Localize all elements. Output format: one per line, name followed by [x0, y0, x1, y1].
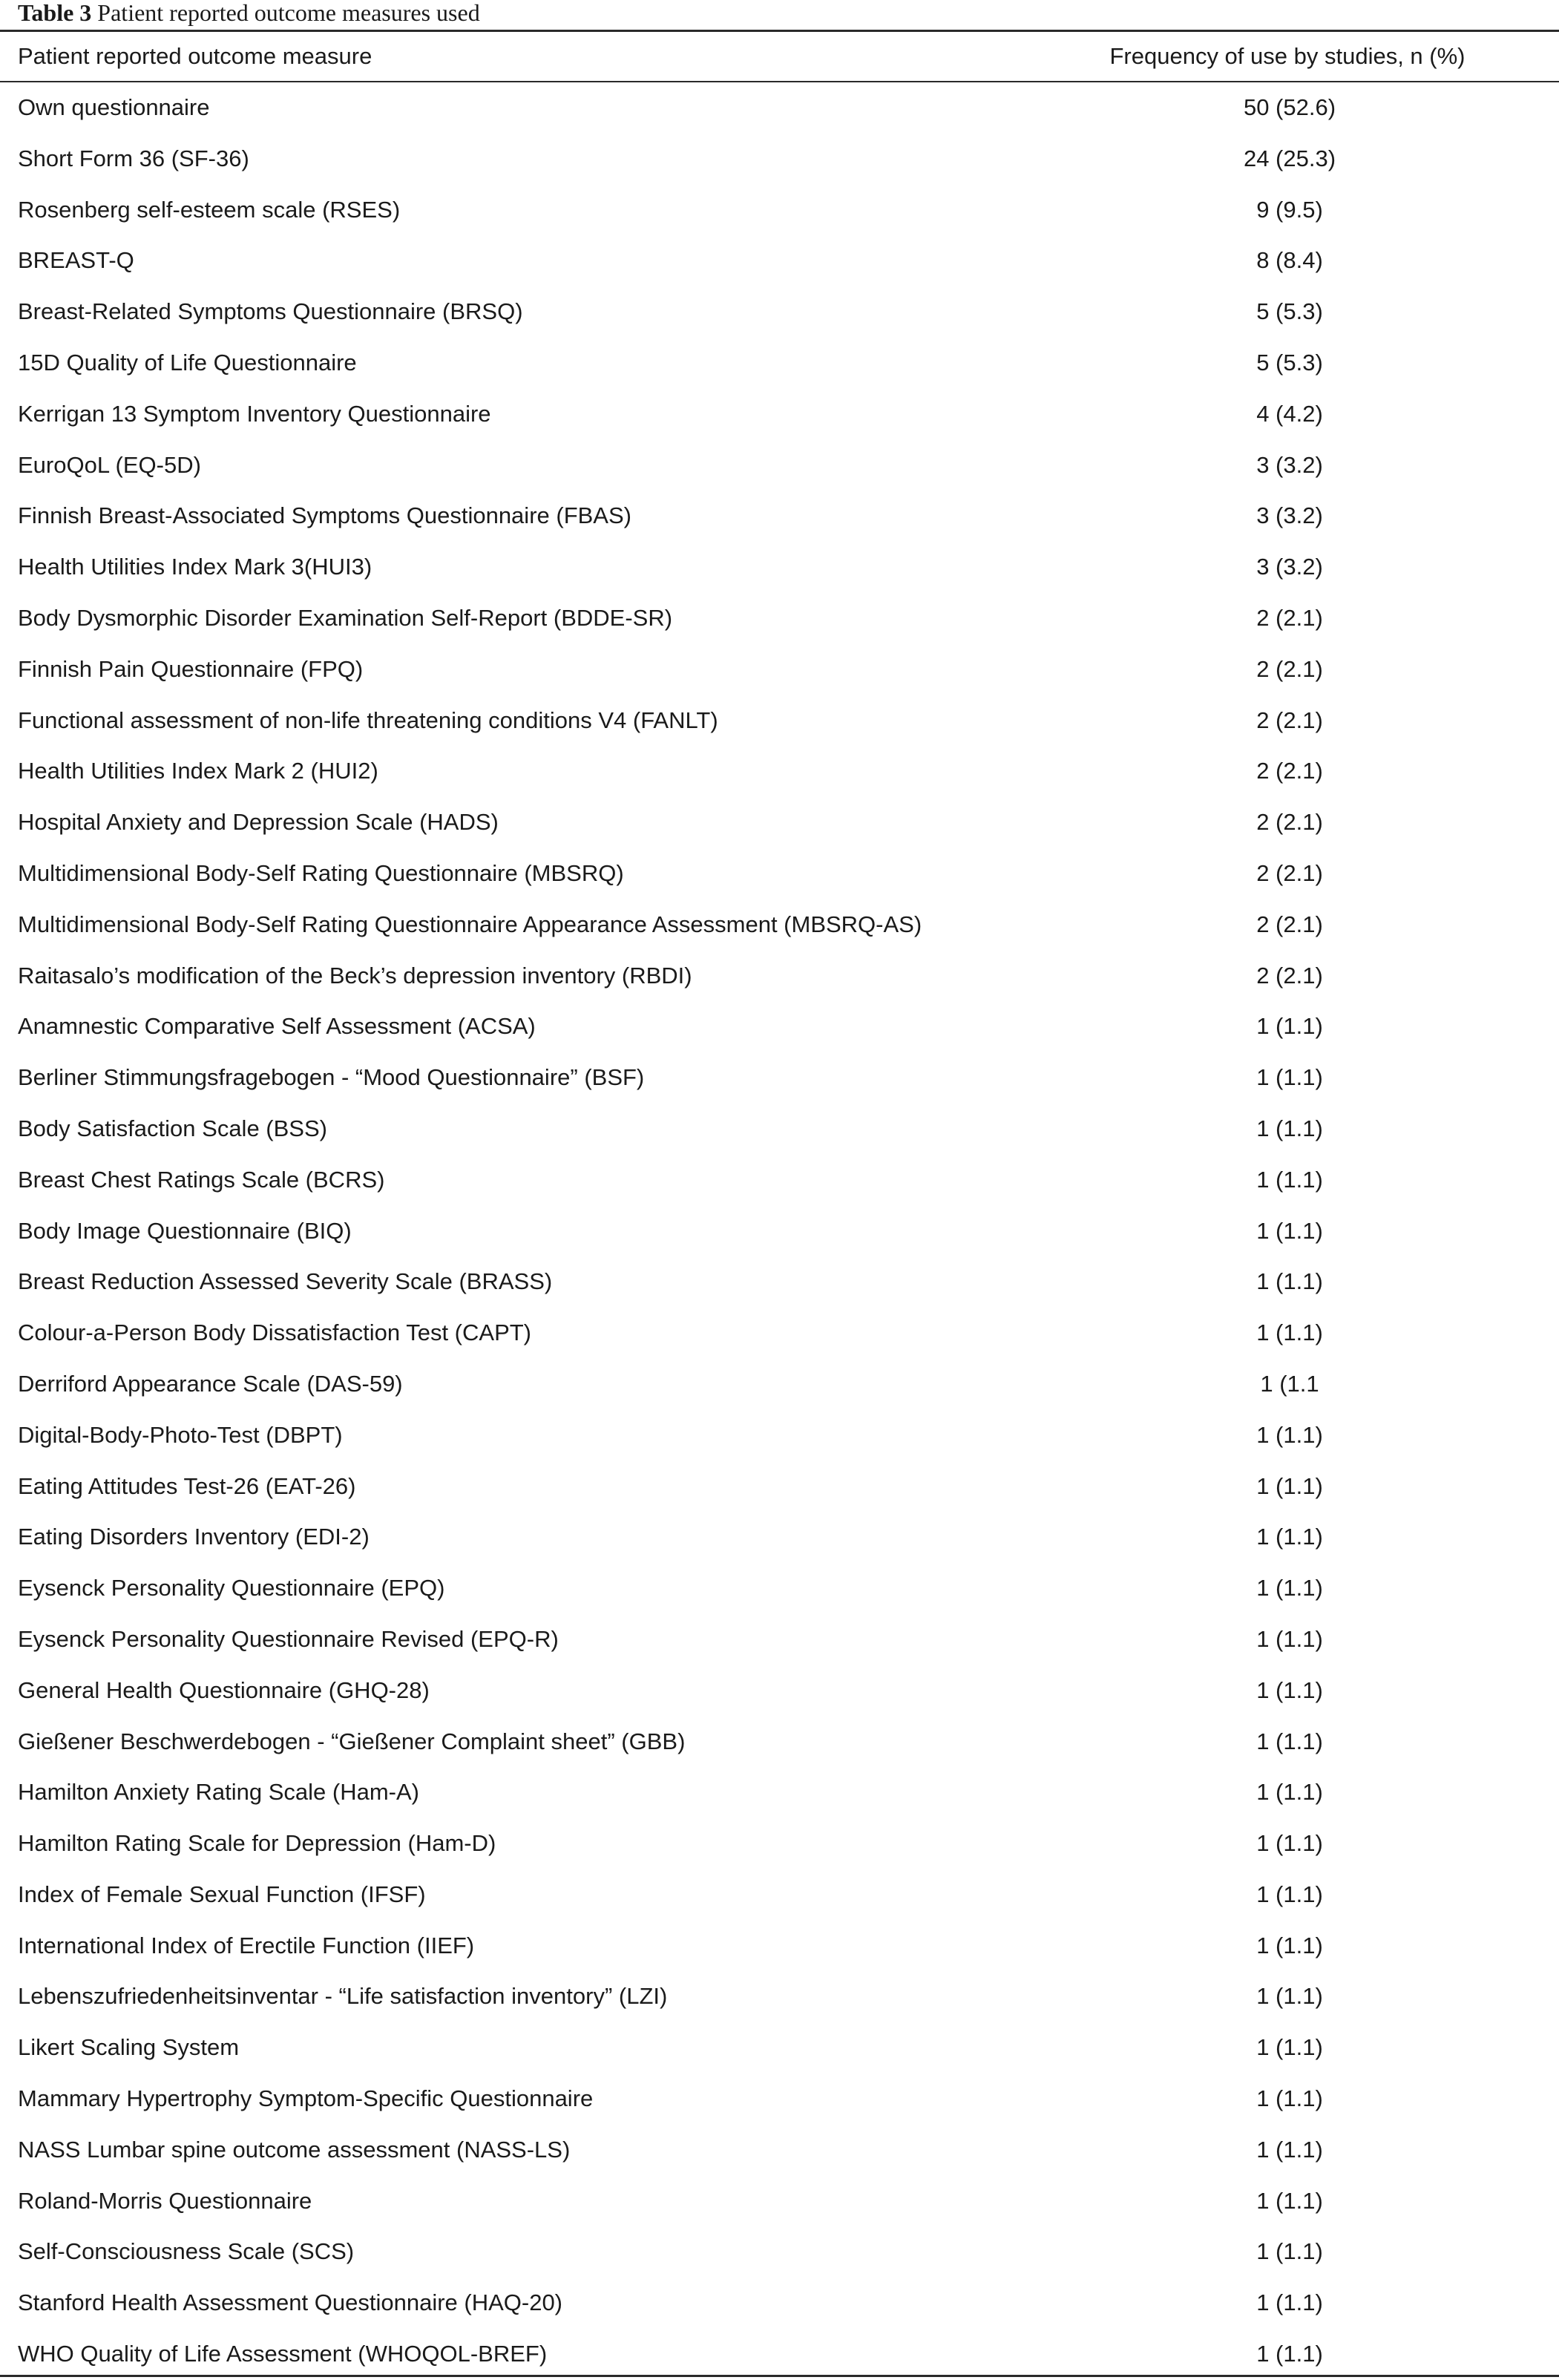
table-row: [0, 389, 1559, 440]
table-row: [0, 1155, 1559, 1206]
measure-cell: Anamnestic Comparative Self Assessment (ACSA): [18, 1013, 536, 1040]
table-row: [0, 440, 1559, 491]
frequency-cell: 4 (4.2): [1256, 400, 1323, 427]
table-row: [0, 2329, 1559, 2380]
frequency-cell: 1 (1.1): [1256, 1472, 1323, 1499]
measure-cell: Roland-Morris Questionnaire: [18, 2187, 312, 2214]
frequency-cell: 5 (5.3): [1256, 349, 1323, 376]
measure-cell: Hospital Anxiety and Depression Scale (HADS): [18, 809, 499, 836]
frequency-cell: 2 (2.1): [1256, 604, 1323, 631]
table-header-row: [0, 32, 1559, 81]
measure-cell: NASS Lumbar spine outcome assessment (NASS-LS): [18, 2136, 571, 2163]
frequency-cell: 24 (25.3): [1243, 145, 1336, 171]
frequency-cell: 1 (1.1): [1256, 1983, 1323, 2010]
frequency-cell: 2 (2.1): [1256, 655, 1323, 682]
bottom-rule: [0, 2375, 1559, 2377]
measure-cell: Breast Chest Ratings Scale (BCRS): [18, 1166, 385, 1193]
table-row: [0, 1921, 1559, 1972]
table-row: [0, 286, 1559, 338]
frequency-cell: 1 (1.1): [1256, 1421, 1323, 1448]
frequency-cell: 2 (2.1): [1256, 707, 1323, 733]
measure-cell: Hamilton Anxiety Rating Scale (Ham-A): [18, 1779, 419, 1806]
frequency-cell: 1 (1.1): [1256, 1932, 1323, 1958]
column-header-measure: Patient reported outcome measure: [18, 43, 372, 69]
measure-cell: Short Form 36 (SF-36): [18, 145, 249, 171]
measure-cell: Multidimensional Body-Self Rating Questionnaire (MBSRQ): [18, 859, 624, 886]
table-row: [0, 899, 1559, 951]
measure-cell: Hamilton Rating Scale for Depression (Ham-D): [18, 1830, 496, 1857]
frequency-cell: 1 (1.1): [1256, 1115, 1323, 1141]
measure-cell: BREAST-Q: [18, 247, 134, 274]
frequency-cell: 1 (1.1): [1256, 1320, 1323, 1346]
table-row: [0, 1614, 1559, 1665]
table-row: [0, 1001, 1559, 1052]
table-row: [0, 1461, 1559, 1512]
measure-cell: Eysenck Personality Questionnaire Revised (EPQ-R): [18, 1625, 559, 1652]
frequency-cell: 1 (1.1): [1256, 1064, 1323, 1091]
measure-cell: Derriford Appearance Scale (DAS-59): [18, 1370, 403, 1397]
table-row: [0, 2278, 1559, 2329]
table-row: [0, 1052, 1559, 1104]
table-row: [0, 2176, 1559, 2227]
table-row: [0, 1869, 1559, 1921]
measure-cell: Finnish Breast-Associated Symptoms Questionnaire (FBAS): [18, 502, 631, 529]
table-number: Table 3: [18, 0, 92, 26]
table-row: [0, 848, 1559, 899]
measure-cell: Raitasalo’s modification of the Beck’s depression inventory (RBDI): [18, 962, 692, 989]
measure-cell: Gießener Beschwerdebogen - “Gießener Complaint sheet” (GBB): [18, 1728, 686, 1754]
measure-cell: Body Dysmorphic Disorder Examination Self-Report (BDDE-SR): [18, 604, 673, 631]
table-row: [0, 1665, 1559, 1717]
measure-cell: Functional assessment of non-life threatening conditions V4 (FANLT): [18, 707, 718, 733]
table-row: [0, 2022, 1559, 2074]
table-row: [0, 1206, 1559, 1257]
table-row: [0, 1410, 1559, 1461]
frequency-cell: 1 (1.1): [1256, 1013, 1323, 1040]
table-row: [0, 1256, 1559, 1308]
table-row: [0, 1767, 1559, 1818]
table-row: [0, 1512, 1559, 1563]
table-row: [0, 82, 1559, 134]
measure-cell: Lebenszufriedenheitsinventar - “Life satisfaction inventory” (LZI): [18, 1983, 668, 2010]
measure-cell: Health Utilities Index Mark 2 (HUI2): [18, 758, 378, 784]
table-row: [0, 1563, 1559, 1614]
measure-cell: Mammary Hypertrophy Symptom-Specific Questionnaire: [18, 2085, 594, 2112]
table-row: [0, 491, 1559, 542]
frequency-cell: 2 (2.1): [1256, 809, 1323, 836]
table-caption: [18, 0, 480, 30]
table-row: [0, 1971, 1559, 2022]
table-row: [0, 2074, 1559, 2125]
measure-cell: Breast-Related Symptoms Questionnaire (BRSQ): [18, 298, 523, 325]
frequency-cell: 1 (1.1): [1256, 2289, 1323, 2316]
frequency-cell: 1 (1.1): [1256, 1625, 1323, 1652]
table-row: [0, 1717, 1559, 1768]
measure-cell: International Index of Erectile Function (IIEF): [18, 1932, 475, 1958]
frequency-cell: 1 (1.1): [1256, 1676, 1323, 1703]
measure-cell: Index of Female Sexual Function (IFSF): [18, 1881, 426, 1907]
frequency-cell: 1 (1.1): [1256, 2341, 1323, 2367]
frequency-cell: 1 (1.1): [1256, 2187, 1323, 2214]
frequency-cell: 3 (3.2): [1256, 502, 1323, 529]
frequency-cell: 1 (1.1): [1256, 2034, 1323, 2061]
frequency-cell: 1 (1.1): [1256, 1217, 1323, 1244]
frequency-cell: 3 (3.2): [1256, 451, 1323, 478]
table-body: [0, 82, 1559, 2380]
measure-cell: Eysenck Personality Questionnaire (EPQ): [18, 1575, 445, 1602]
frequency-cell: 1 (1.1: [1260, 1370, 1319, 1397]
table-title: Patient reported outcome measures used: [97, 0, 480, 26]
frequency-cell: 1 (1.1): [1256, 2238, 1323, 2265]
table-row: [0, 1818, 1559, 1869]
table-row: [0, 746, 1559, 797]
table-row: [0, 2226, 1559, 2278]
measure-cell: Health Utilities Index Mark 3(HUI3): [18, 554, 372, 580]
frequency-cell: 2 (2.1): [1256, 911, 1323, 937]
measure-cell: Likert Scaling System: [18, 2034, 240, 2061]
measure-cell: General Health Questionnaire (GHQ-28): [18, 1676, 430, 1703]
table-row: [0, 542, 1559, 593]
measure-cell: Body Satisfaction Scale (BSS): [18, 1115, 327, 1141]
measure-cell: Rosenberg self-esteem scale (RSES): [18, 196, 401, 223]
frequency-cell: 1 (1.1): [1256, 1830, 1323, 1857]
measure-cell: Self-Consciousness Scale (SCS): [18, 2238, 355, 2265]
measure-cell: Digital-Body-Photo-Test (DBPT): [18, 1421, 343, 1448]
measure-cell: Stanford Health Assessment Questionnaire (HAQ-20): [18, 2289, 563, 2316]
table-row: [0, 797, 1559, 848]
measure-cell: Colour-a-Person Body Dissatisfaction Test (CAPT): [18, 1320, 532, 1346]
frequency-cell: 1 (1.1): [1256, 1728, 1323, 1754]
table-row: [0, 2125, 1559, 2176]
measure-cell: 15D Quality of Life Questionnaire: [18, 349, 357, 376]
frequency-cell: 1 (1.1): [1256, 1575, 1323, 1602]
frequency-cell: 2 (2.1): [1256, 962, 1323, 989]
table-row: [0, 1359, 1559, 1410]
table-row: [0, 644, 1559, 695]
table-row: [0, 695, 1559, 747]
measure-cell: EuroQoL (EQ-5D): [18, 451, 201, 478]
frequency-cell: 1 (1.1): [1256, 1524, 1323, 1550]
measure-cell: Berliner Stimmungsfragebogen - “Mood Questionnaire” (BSF): [18, 1064, 645, 1091]
frequency-cell: 3 (3.2): [1256, 554, 1323, 580]
measure-cell: WHO Quality of Life Assessment (WHOQOL-BREF): [18, 2341, 548, 2367]
frequency-cell: 1 (1.1): [1256, 2136, 1323, 2163]
measure-cell: Eating Attitudes Test-26 (EAT-26): [18, 1472, 356, 1499]
measure-cell: Breast Reduction Assessed Severity Scale (BRASS): [18, 1268, 553, 1295]
measure-cell: Body Image Questionnaire (BIQ): [18, 1217, 352, 1244]
measure-cell: Kerrigan 13 Symptom Inventory Questionnaire: [18, 400, 491, 427]
table-row: [0, 1308, 1559, 1359]
measure-cell: Multidimensional Body-Self Rating Questionnaire Appearance Assessment (MBSRQ-AS): [18, 911, 922, 937]
measure-cell: Finnish Pain Questionnaire (FPQ): [18, 655, 364, 682]
table-row: [0, 338, 1559, 389]
frequency-cell: 1 (1.1): [1256, 1881, 1323, 1907]
frequency-cell: 50 (52.6): [1243, 94, 1336, 120]
table-row: [0, 235, 1559, 286]
frequency-cell: 1 (1.1): [1256, 1268, 1323, 1295]
measure-cell: Own questionnaire: [18, 94, 210, 120]
measure-cell: Eating Disorders Inventory (EDI-2): [18, 1524, 370, 1550]
frequency-cell: 1 (1.1): [1256, 2085, 1323, 2112]
frequency-cell: 1 (1.1): [1256, 1166, 1323, 1193]
frequency-cell: 1 (1.1): [1256, 1779, 1323, 1806]
frequency-cell: 8 (8.4): [1256, 247, 1323, 274]
table-row: [0, 951, 1559, 1002]
frequency-cell: 9 (9.5): [1256, 196, 1323, 223]
frequency-cell: 2 (2.1): [1256, 859, 1323, 886]
frequency-cell: 2 (2.1): [1256, 758, 1323, 784]
table-row: [0, 134, 1559, 185]
column-header-frequency: Frequency of use by studies, n (%): [1109, 43, 1466, 69]
table-row: [0, 185, 1559, 236]
table-row: [0, 593, 1559, 644]
frequency-cell: 5 (5.3): [1256, 298, 1323, 325]
table-row: [0, 1104, 1559, 1155]
